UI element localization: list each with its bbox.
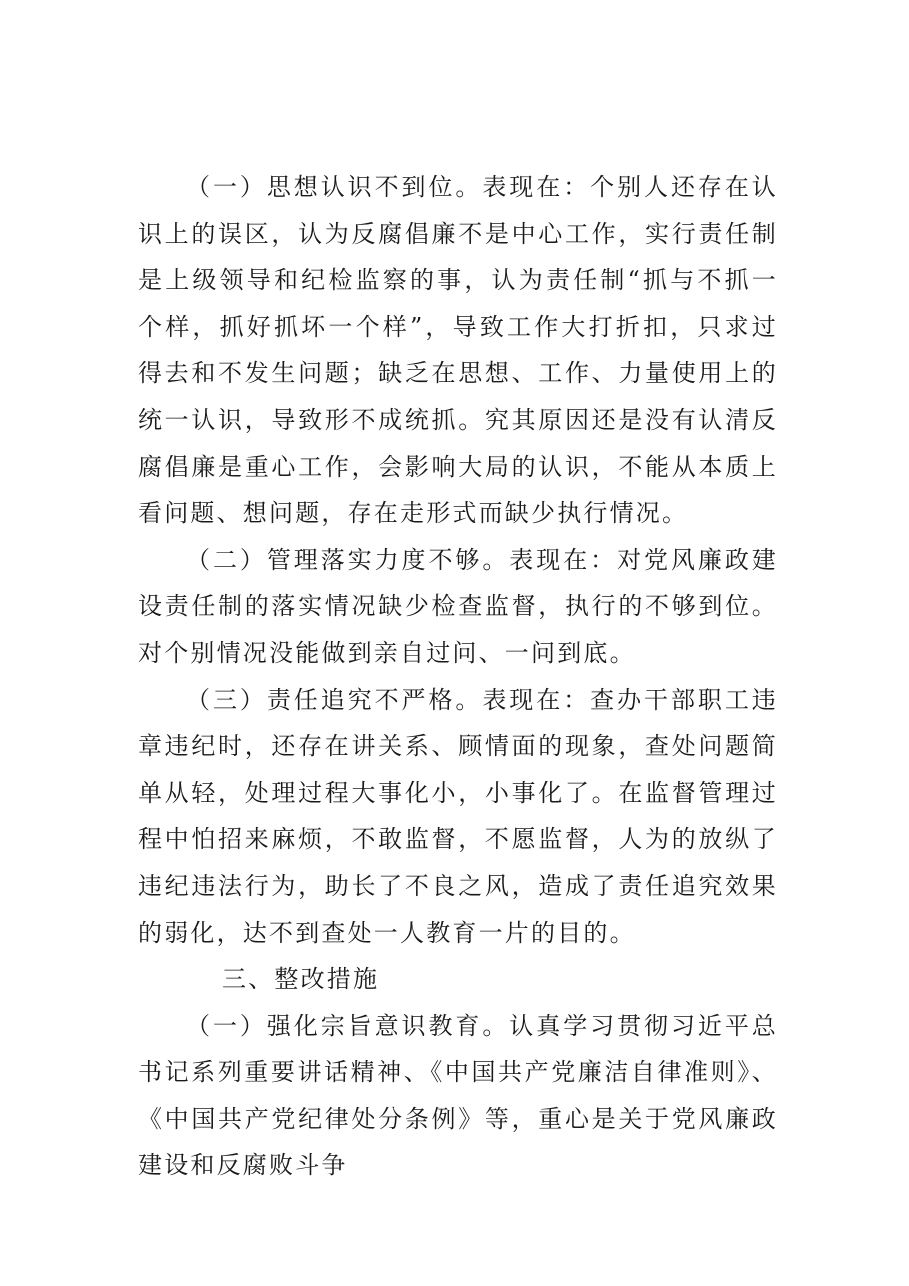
paragraph-management-implementation: （二）管理落实力度不够。表现在：对党风廉政建设责任制的落实情况缺少检查监督，执行的不够到位。对个别情况没能做到亲自过问、一问到底。 [138,545,778,667]
document-body [138,164,778,1189]
paragraph-thought-awareness: （一）思想认识不到位。表现在：个别人还存在认识上的误区，认为反腐倡廉不是中心工作，实行责任制是上级领导和纪检监察的事，认为责任制“抓与不抓一个样，抓好抓坏一个样”，导致工作大打折扣，只求过得去和不发生问题；缺乏在思想、工作、力量使用上的统一认识，导致形不成统抓。究其原因还是没有认清反腐倡廉是重心工作，会影响大局的认识，不能从本质上看问题、想问题，存在走形式而缺少执行情况。 [138,173,778,528]
section-heading-rectification: 三、整改措施 [222,965,380,994]
paragraph-purpose-education: （一）强化宗旨意识教育。认真学习贯彻习近平总书记系列重要讲话精神、《中国共产党廉洁自律准则》、《中国共产党纪律处分条例》等，重心是关于党风廉政建设和反腐败斗争 [138,1011,778,1180]
paragraph-accountability: （三）责任追究不严格。表现在：查办干部职工违章违纪时，还存在讲关系、顾情面的现象，查处问题简单从轻，处理过程大事化小，小事化了。在监督管理过程中怕招来麻烦，不敢监督，不愿监督，人为的放纵了违纪违法行为，助长了不良之风，造成了责任追究效果的弱化，达不到查处一人教育一片的目的。 [138,685,778,947]
